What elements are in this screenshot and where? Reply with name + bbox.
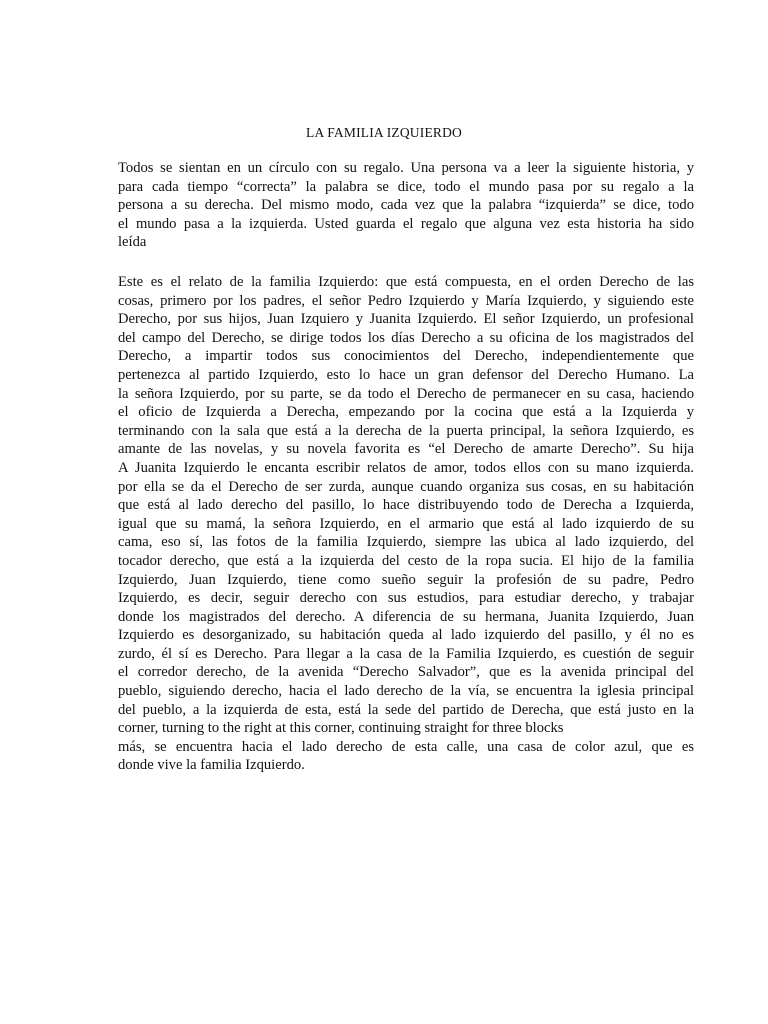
text-line: para cada tiempo “correcta” la palabra se dice, todo el mundo pasa por su regalo a la [118,178,694,195]
text-line: Derecho, a impartir todos sus conocimientos del Derecho, independientemente que [118,348,694,365]
text-line: igual que su mamá, la señora Izquierdo, en el armario que está al lado izquierdo de su [118,515,694,532]
text-line: donde los magistrados del derecho. A diferencia de su hermana, Juanita Izquierdo, Juan [118,608,694,625]
text-line: el oficio de Izquierda a Derecha, empezando por la cocina que está a la Izquierda y [118,404,694,421]
text-line: Izquierdo, es decir, seguir derecho con sus estudios, para estudiar derecho, y trabajar [118,590,694,607]
text-line: pertenezca al partido Izquierdo, esto lo hace un gran defensor del Derecho Humano. La [118,366,694,383]
text-line: Izquierdo, Juan Izquierdo, tiene como sueño seguir la profesión de su padre, Pedro [118,571,694,588]
text-line: Derecho, por sus hijos, Juan Izquiero y Juanita Izquierdo. El señor Izquierdo, un profesional [118,311,694,328]
text-line: la señora Izquierdo, por su parte, se da todo el Derecho de permanecer en su casa, haciendo [118,385,694,402]
text-line: del pueblo, a la izquierda de esta, está la sede del partido de Derecha, que está justo en la [118,701,694,718]
text-line: Todos se sientan en un círculo con su regalo. Una persona va a leer la siguiente historia, y [118,160,694,176]
text-line: por ella se da el Derecho de ser zurda, aunque cuando organiza sus cosas, en su habitación [118,478,694,495]
text-line: del campo del Derecho, se dirige todos los días Derecho a su oficina de los magistrados del [118,329,694,346]
text-line: el mundo pasa a la izquierda. Usted guarda el regalo que alguna vez esta historia ha sido [118,215,694,232]
text-line: pueblo, siguiendo derecho, hacia el lado derecho de la vía, se encuentra la iglesia principal [118,683,694,700]
text-line: Izquierdo es desorganizado, su habitación queda al lado izquierdo del pasillo, y él no es [118,627,694,644]
paragraph-story [118,273,694,775]
text-line: persona a su derecha. Del mismo modo, cada vez que la palabra “izquierda” se dice, todo [118,197,694,214]
text-line: más, se encuentra hacia el lado derecho de esta calle, una casa de color azul, que es [118,738,694,755]
text-line: terminando con la sala que está a la derecha de la puerta principal, la señora Izquierdo, es [118,422,694,439]
text-line: zurdo, él sí es Derecho. Para llegar a la casa de la Familia Izquierdo, es cuestión de seguir [118,645,694,662]
text-line: leída [118,234,147,251]
document-title: LA FAMILIA IZQUIERDO [306,125,462,140]
text-line: que está al lado derecho del pasillo, lo hace distribuyendo todo de Derecha a Izquierda, [118,497,694,514]
text-line: el corredor derecho, de la avenida “Derecho Salvador”, que es la avenida principal del [118,664,694,681]
paragraph-instructions [118,159,694,252]
text-line: donde vive la familia Izquierdo. [118,757,305,774]
text-line: corner, turning to the right at this corner, continuing straight for three blocks [118,720,564,737]
text-line: cosas, primero por los padres, el señor Pedro Izquierdo y María Izquierdo, y siguiendo este [118,292,694,309]
text-line: cama, eso sí, las fotos de la familia Izquierdo, siempre las ubica al lado izquierdo, del [118,534,694,551]
text-line: A Juanita Izquierdo le encanta escribir relatos de amor, todos ellos con su mano izquierda. [118,459,694,476]
text-line: Este es el relato de la familia Izquierdo: que está compuesta, en el orden Derecho de las [118,274,694,290]
text-line: tocador derecho, que está a la izquierda del cesto de la ropa sucia. El hijo de la familia [118,552,694,569]
text-line: amante de las novelas, y su novela favorita es “el Derecho de amarte Derecho”. Su hija [118,441,694,458]
